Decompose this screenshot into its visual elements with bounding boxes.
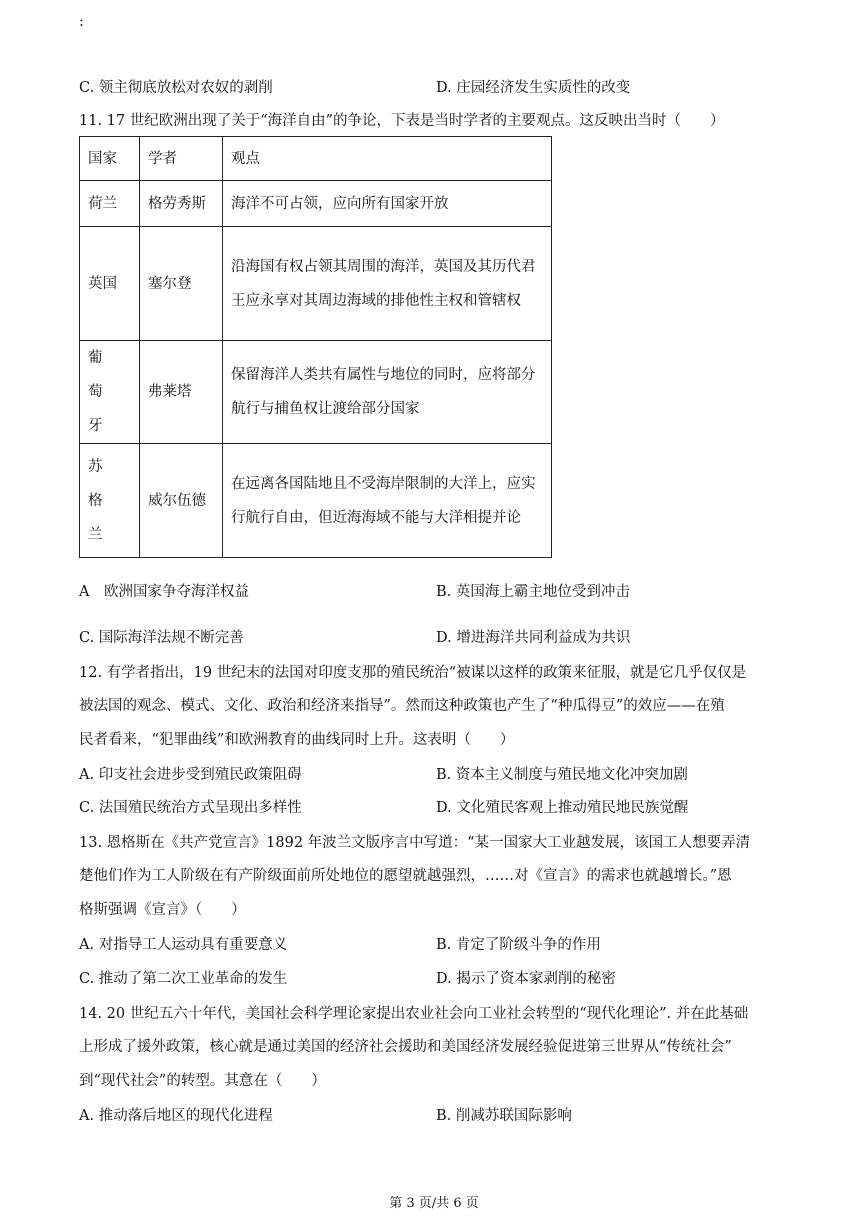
row-scholar: 塞尔登 bbox=[140, 227, 223, 341]
q12-stem-line3: 民者看来，“犯罪曲线”和欧洲教育的曲线同时上升。这表明（ ） bbox=[79, 732, 515, 748]
header-country: 国家 bbox=[80, 137, 140, 181]
q14-stem-line3: 到“现代社会”的转型。其意在（ ） bbox=[79, 1073, 326, 1089]
q13-stem-line1: 13. 恩格斯在《共产党宣言》1892 年波兰文版序言中写道：“某一国家大工业越发展，该国工人想要弄清 bbox=[79, 835, 751, 851]
q12-option-c: C. 法国殖民统治方式呈现出多样性 bbox=[79, 800, 302, 816]
q11-option-d: D. 增进海洋共同利益成为共识 bbox=[436, 630, 631, 646]
q13-option-d: D. 揭示了资本家剥削的秘密 bbox=[436, 971, 616, 987]
page-footer: 第 3 页/共 6 页 bbox=[389, 1196, 479, 1211]
q13-stem-line2: 楚他们作为工人阶级在有产阶级面前所处地位的愿望就越强烈，……对《宣言》的需求也就越增长。”恩 bbox=[79, 868, 732, 884]
q13-option-c: C. 推动了第二次工业革命的发生 bbox=[79, 971, 288, 987]
q11-table bbox=[79, 136, 552, 558]
q12-stem-line1: 12. 有学者指出，19 世纪末的法国对印度支那的殖民统治“被谋以这样的政策来征服，就是它几乎仅仅是 bbox=[79, 665, 747, 681]
q11-option-b: B. 英国海上霸主地位受到冲击 bbox=[436, 584, 630, 600]
row-view: 保留海洋人类共有属性与地位的同时，应将部分航行与捕鱼权让渡给部分国家 bbox=[223, 341, 552, 444]
q11-option-c: C. 国际海洋法规不断完善 bbox=[79, 630, 244, 646]
row-view: 海洋不可占领，应向所有国家开放 bbox=[223, 181, 552, 227]
q10-option-d: D. 庄园经济发生实质性的改变 bbox=[436, 80, 631, 96]
q12-stem-line2: 被法国的观念、模式、文化、政治和经济来指导”。然而这种政策也产生了“种瓜得豆”的效应——在殖 bbox=[79, 698, 725, 714]
table-row bbox=[80, 444, 552, 558]
q14-stem-line2: 上形成了援外政策，核心就是通过美国的经济社会援助和美国经济发展经验促进第三世界从“传统社会” bbox=[79, 1039, 732, 1055]
q13-option-a: A. 对指导工人运动具有重要意义 bbox=[79, 937, 288, 953]
top-mark: : bbox=[79, 14, 84, 30]
table-row bbox=[80, 181, 552, 227]
row-country: 苏格兰 bbox=[80, 444, 140, 558]
row-country: 英国 bbox=[80, 227, 140, 341]
q12-option-b: B. 资本主义制度与殖民地文化冲突加剧 bbox=[436, 767, 688, 783]
header-scholar: 学者 bbox=[140, 137, 223, 181]
row-view: 沿海国有权占领其周围的海洋，英国及其历代君王应永享对其周边海域的排他性主权和管辖权 bbox=[223, 227, 552, 341]
header-view: 观点 bbox=[223, 137, 552, 181]
q11-option-a: A 欧洲国家争夺海洋权益 bbox=[79, 584, 249, 600]
table-row bbox=[80, 227, 552, 341]
row-scholar: 弗莱塔 bbox=[140, 341, 223, 444]
row-country: 葡萄牙 bbox=[80, 341, 140, 444]
row-country: 荷兰 bbox=[80, 181, 140, 227]
q13-stem-line3: 格斯强调《宣言》（ ） bbox=[79, 902, 246, 918]
q14-option-b: B. 削减苏联国际影响 bbox=[436, 1108, 572, 1124]
table-row bbox=[80, 341, 552, 444]
q12-option-a: A. 印支社会进步受到殖民政策阻碍 bbox=[79, 767, 302, 783]
row-view: 在远离各国陆地且不受海岸限制的大洋上，应实行航行自由，但近海海域不能与大洋相提并论 bbox=[223, 444, 552, 558]
q14-stem-line1: 14. 20 世纪五六十年代，美国社会科学理论家提出农业社会向工业社会转型的“现代化理论”. 并在此基础 bbox=[79, 1006, 749, 1022]
row-scholar: 威尔伍德 bbox=[140, 444, 223, 558]
q10-option-c: C. 领主彻底放松对农奴的剥削 bbox=[79, 80, 273, 96]
q12-option-d: D. 文化殖民客观上推动殖民地民族觉醒 bbox=[436, 800, 689, 816]
table-header-row bbox=[80, 137, 552, 181]
q11-stem: 11. 17 世纪欧洲出现了关于“海洋自由”的争论，下表是当时学者的主要观点。这反映出当时（ ） bbox=[79, 113, 725, 129]
q13-option-b: B. 肯定了阶级斗争的作用 bbox=[436, 937, 601, 953]
row-scholar: 格劳秀斯 bbox=[140, 181, 223, 227]
q14-option-a: A. 推动落后地区的现代化进程 bbox=[79, 1108, 273, 1124]
